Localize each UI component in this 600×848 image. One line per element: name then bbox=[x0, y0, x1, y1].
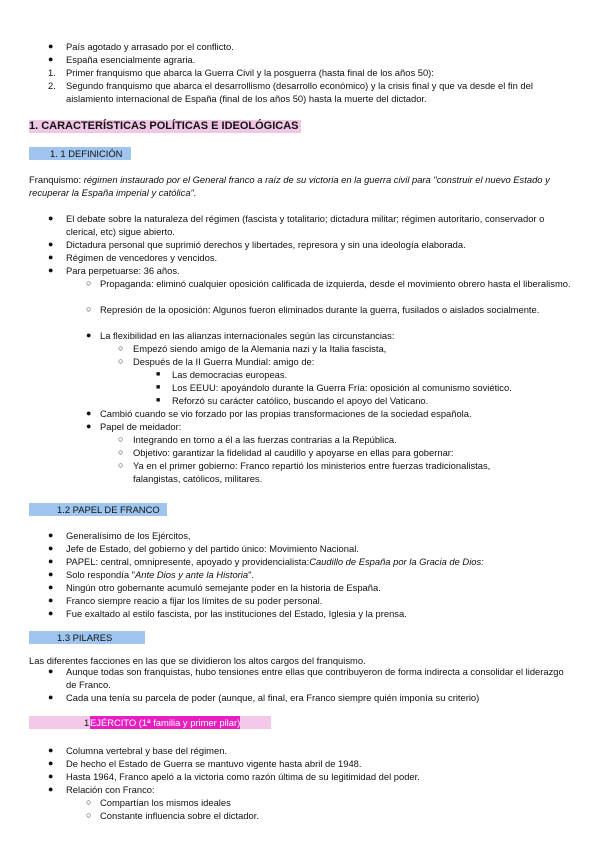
bullet: ● bbox=[48, 582, 54, 592]
bullet: ● bbox=[86, 408, 92, 418]
sub-list-item-text: Compartían los mismos ideales bbox=[100, 797, 231, 808]
bullet: ● bbox=[48, 666, 54, 676]
list-item-text bbox=[66, 555, 574, 568]
circle-bullet: ○ bbox=[86, 304, 92, 314]
bullet: ● bbox=[48, 41, 54, 51]
quote-open: Solo respondía " bbox=[66, 569, 135, 580]
bullet: ● bbox=[86, 330, 92, 340]
sub-list-item-text: Propaganda: eliminó cualquier oposición calificada de izquierda, desde el movimiento obrero hasta el liberalismo. bbox=[100, 278, 571, 289]
caudillo-text: Caudillo de España por la Gracia de Dios: bbox=[309, 556, 484, 567]
ejercito-heading-number: 1 bbox=[84, 717, 90, 728]
bullet: ● bbox=[48, 213, 54, 223]
list-item-text: Segundo franquismo que abarca el desarrollismo (desarrollo económico) y la crisis final y que va desde el fin del aislamiento internacional de España (final de los años 50) hasta la muerte del dictador. bbox=[66, 80, 533, 104]
list-item-text: Régimen de vencedores y vencidos. bbox=[66, 252, 218, 263]
bullet: ● bbox=[48, 771, 54, 781]
subsection-heading-bar bbox=[29, 631, 145, 644]
quote-text: Ante Dios y ante la Historia bbox=[135, 569, 249, 580]
sub-sub-list-item-text: Ya en el primer gobierno: Franco repartió los ministerios entre fuerzas tradicionalistas, falangistas, católicos, militares. bbox=[133, 460, 491, 484]
list-item-text: De hecho el Estado de Guerra se mantuvo vigente hasta abril de 1948. bbox=[66, 758, 362, 769]
list-item-text: Primer franquismo que abarca la Guerra Civil y la posguerra (hasta final de los años 50): bbox=[66, 67, 434, 78]
list-item-text: España esencialmente agraria. bbox=[66, 54, 196, 65]
square-bullet: ■ bbox=[156, 371, 161, 378]
sub-sub-list-item-text: Empezó siendo amigo de la Alemania nazi y la Italia fascista, bbox=[133, 343, 387, 354]
circle-bullet: ○ bbox=[118, 356, 124, 366]
list-item-text: Aunque todas son franquistas, hubo tensiones entre ellas que contribuyeron de forma indirecta a consolidar el liderazgo de Franco. bbox=[66, 666, 564, 690]
subsection-heading-bar bbox=[29, 147, 131, 160]
level4-list-item-text: Las democracias europeas. bbox=[172, 369, 288, 380]
item-number: 2. bbox=[48, 80, 56, 91]
bullet: ● bbox=[48, 745, 54, 755]
sub-list-item-text: Papel de meidador: bbox=[100, 421, 182, 432]
list-item-text: Franco siempre reacio a fijar los límites de su poder personal. bbox=[66, 595, 323, 606]
subsection-heading: 1.2 PAPEL DE FRANCO bbox=[57, 504, 160, 515]
sub-sub-list-item-text: Integrando en torno a él a las fuerzas contrarias a la República. bbox=[133, 434, 397, 445]
bullet: ● bbox=[48, 239, 54, 249]
circle-bullet: ○ bbox=[118, 434, 124, 444]
bullet: ● bbox=[48, 784, 54, 794]
list-item-text: Cada una tenía su parcela de poder (aunque, al final, era Franco siempre quién imponía su criterio) bbox=[66, 692, 480, 703]
subsection-heading: 1. 1 DEFINICIÓN bbox=[50, 148, 123, 159]
quote-close: ". bbox=[248, 569, 255, 580]
list-item-text: Columna vertebral y base del régimen. bbox=[66, 745, 228, 756]
list-item-text: Para perpetuarse: 36 años. bbox=[66, 265, 180, 276]
bullet: ● bbox=[48, 758, 54, 768]
definition-paragraph bbox=[29, 173, 578, 199]
list-item-text: Ningún otro gobernante acumuló semejante poder en la historia de España. bbox=[66, 582, 381, 593]
item-number: 1. bbox=[48, 67, 56, 78]
list-item-text: Dictadura personal que suprimió derechos y libertades, represora y sin una ideología elaborada. bbox=[66, 239, 466, 250]
circle-bullet: ○ bbox=[86, 810, 92, 820]
level4-list-item-text: Reforzó su carácter católico, buscando el apoyo del Vaticano. bbox=[172, 395, 429, 406]
bullet: ● bbox=[48, 265, 54, 275]
sub-list-item-text: La flexibilidad en las alianzas internacionales según las circunstancias: bbox=[100, 330, 395, 341]
sub-list-item-text: Constante influencia sobre el dictador. bbox=[100, 810, 259, 821]
circle-bullet: ○ bbox=[118, 447, 124, 457]
circle-bullet: ○ bbox=[118, 460, 124, 470]
bullet: ● bbox=[48, 595, 54, 605]
list-item-text: El debate sobre la naturaleza del régimen (fascista y totalitario; dictadura militar; régimen autoritario, conservador o clerical, etc) sigue abierto. bbox=[66, 213, 545, 237]
pilares-intro: Las diferentes facciones en las que se dividieron los altos cargos del franquismo. bbox=[29, 655, 366, 666]
sub-list-item-text: Represión de la oposición: Algunos fueron eliminados durante la guerra, fusilados o aislados socialmente. bbox=[100, 304, 540, 315]
list-item-text bbox=[66, 568, 574, 581]
square-bullet: ■ bbox=[156, 397, 161, 404]
bullet: ● bbox=[48, 608, 54, 618]
bullet: ● bbox=[48, 543, 54, 553]
circle-bullet: ○ bbox=[86, 278, 92, 288]
bullet: ● bbox=[48, 569, 54, 579]
bullet: ● bbox=[48, 252, 54, 262]
bullet: ● bbox=[48, 54, 54, 64]
papel-text: PAPEL: central, omnipresente, apoyado y providencialista: bbox=[66, 556, 310, 567]
subsection-heading-bar bbox=[29, 503, 167, 516]
sub-sub-list-item-text: Objetivo: garantizar la fidelidad al caudillo y apoyarse en ellas para gobernar: bbox=[133, 447, 454, 458]
square-bullet: ■ bbox=[156, 384, 161, 391]
subsection-heading: 1.3 PILARES bbox=[57, 632, 113, 643]
sub-sub-list-item-text: Después de la II Guerra Mundial: amigo de: bbox=[133, 356, 315, 367]
list-item-text: Jefe de Estado, del gobierno y del partido único: Movimiento Nacional. bbox=[66, 543, 359, 554]
bullet: ● bbox=[86, 421, 92, 431]
list-item-text: País agotado y arrasado por el conflicto. bbox=[66, 41, 234, 52]
bullet: ● bbox=[48, 692, 54, 702]
ejercito-heading: EJÉRCITO (1ª familia y primer pilar) bbox=[90, 717, 241, 728]
list-item-text: Fue exaltado al estilo fascista, por las instituciones del Estado, Iglesia y la prensa. bbox=[66, 608, 407, 619]
level4-list-item-text: Los EEUU: apoyándolo durante la Guerra Fría: oposición al comunismo soviético. bbox=[172, 382, 512, 393]
circle-bullet: ○ bbox=[86, 797, 92, 807]
sub-list-item-text: Cambió cuando se vio forzado por las propias transformaciones de la sociedad española. bbox=[100, 408, 472, 419]
circle-bullet: ○ bbox=[118, 343, 124, 353]
list-item-text: Hasta 1964, Franco apeló a la victoria como razón última de su legitimidad del poder. bbox=[66, 771, 420, 782]
list-item-text: Generalísimo de los Ejércitos, bbox=[66, 530, 191, 541]
list-item-text: Relación con Franco: bbox=[66, 784, 155, 795]
bullet: ● bbox=[48, 556, 54, 566]
section-heading: 1. CARACTERÍSTICAS POLÍTICAS E IDEOLÓGICAS bbox=[29, 120, 299, 132]
definition-lead: Franquismo: bbox=[29, 174, 84, 185]
bullet: ● bbox=[48, 530, 54, 540]
definition-text: régimen instaurado por el General franco a raíz de su victoria en la guerra civil para "construir el nuevo Estado y recuperar la España imperial y católica". bbox=[29, 174, 550, 198]
